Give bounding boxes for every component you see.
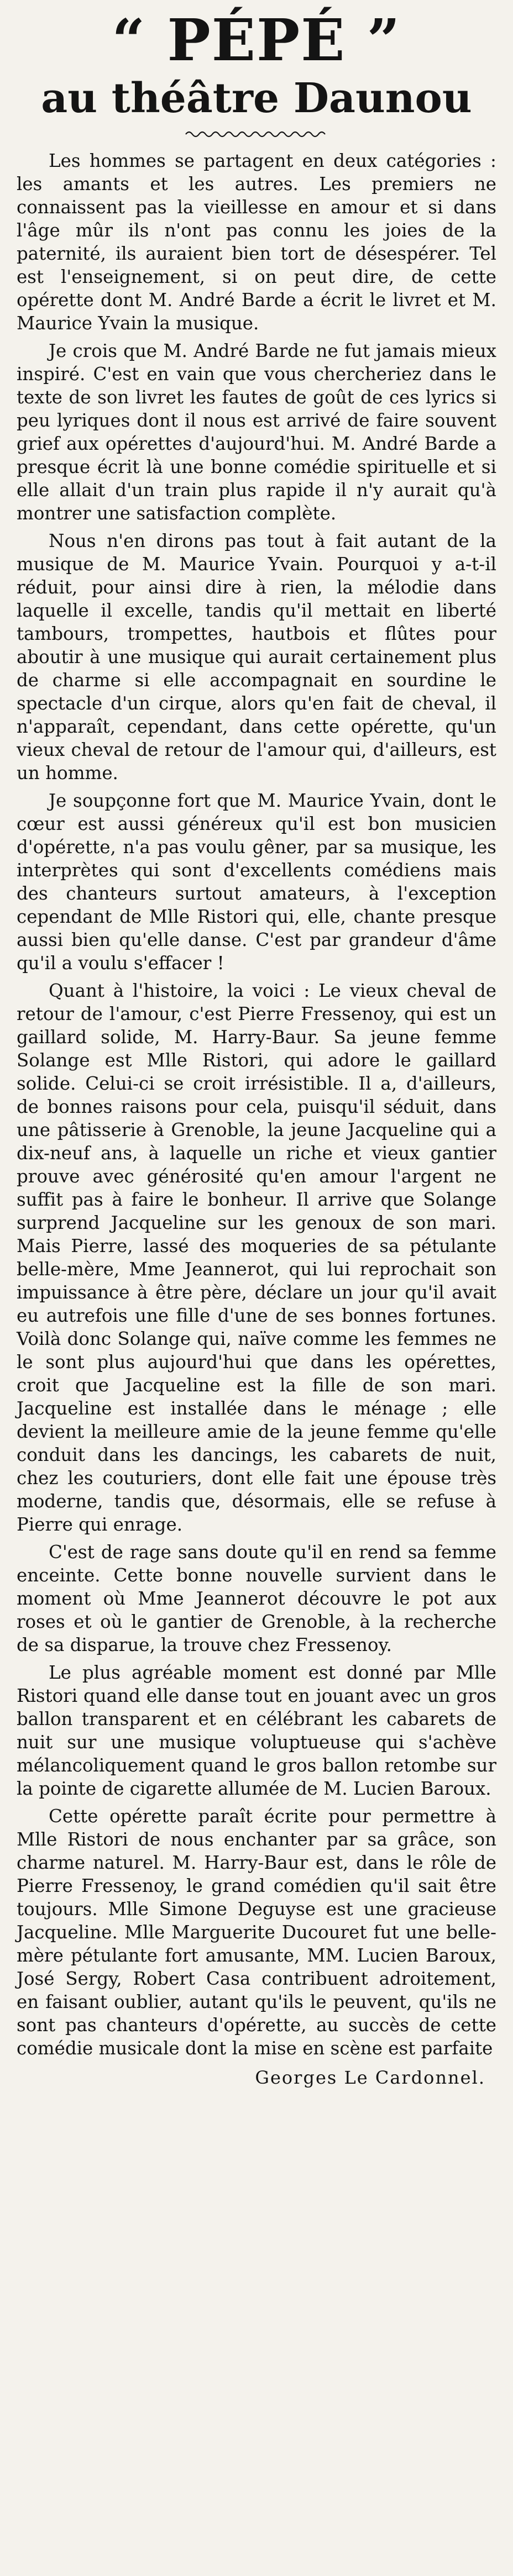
wavy-divider-ornament	[185, 129, 328, 139]
article-body	[17, 149, 496, 2060]
article-title: “ PÉPÉ ”	[112, 6, 401, 74]
article-paragraph: Je crois que M. André Barde ne fut jamais mieux inspiré. C'est en vain que vous chercheriez dans le texte de son livret les fautes de goût de ces lyrics si peu lyriques dont il nous est arrivé de faire souvent grief aux opérettes d'aujourd'hui. M. André Barde a presque écrit là une bonne comédie spirituelle et si elle allait d'un train plus rapide il n'y aurait qu'à montrer une satisfaction complète.	[17, 340, 496, 524]
author-signature: Georges Le Cardonnel.	[255, 2067, 485, 2088]
article-paragraph: Le plus agréable moment est donné par Mlle Ristori quand elle danse tout en jouant avec un gros ballon transparent et en célébrant les cabarets de nuit sur une musique voluptueuse qui s'achève mélancoliquement quand le gros ballon retombe sur la pointe de cigarette allumée de M. Lucien Baroux.	[17, 1662, 496, 1799]
article-paragraph: Nous n'en dirons pas tout à fait autant de la musique de M. Maurice Yvain. Pourquoi y a-t-il réduit, pour ainsi dire à rien, la mélodie dans laquelle il excelle, tandis qu'il mettait en liberté tambours, trompettes, hautbois et flûtes pour aboutir à une musique qui aurait certainement plus de charme si elle accompagnait en sourdine le spectacle d'un cirque, alors qu'en fait de cheval, il n'apparaît, cependant, dans cette opérette, qu'un vieux cheval de retour de l'amour qui, d'ailleurs, est un homme.	[17, 530, 496, 784]
article-paragraph: Cette opérette paraît écrite pour permettre à Mlle Ristori de nous enchanter par sa grâce, son charme naturel. M. Harry-Baur est, dans le rôle de Pierre Fressenoy, le grand comédien qu'il sait être toujours. Mlle Simone Deguyse est une gracieuse Jacqueline. Mlle Marguerite Ducouret fut une belle-mère pétulante fort amusante, MM. Lucien Baroux, José Sergy, Robert Casa contribuent adroitement, en faisant oublier, autant qu'ils le peuvent, qu'ils ne sont pas chanteurs d'opérette, au succès de cette comédie musicale dont la mise en scène est parfaite	[17, 1806, 496, 2059]
article-paragraph: Je soupçonne fort que M. Maurice Yvain, dont le cœur est aussi généreux qu'il est bon musicien d'opérette, n'a pas voulu gêner, par sa musique, les interprètes qui sont d'excellents comédiens mais des chanteurs surtout amateurs, à l'exception cependant de Mlle Ristori qui, elle, chante presque aussi bien qu'elle danse. C'est par grandeur d'âme qu'il a voulu s'effacer !	[17, 790, 496, 974]
article-paragraph: Quant à l'histoire, la voici : Le vieux cheval de retour de l'amour, c'est Pierre Fressenoy, qui est un gaillard solide, M. Harry-Baur. Sa jeune femme Solange est Mlle Ristori, qui adore le gaillard solide. Celui-ci se croit irrésistible. Il a, d'ailleurs, de bonnes raisons pour cela, puisqu'il séduit, dans une pâtisserie à Grenoble, la jeune Jacqueline qui a dix-neuf ans, à laquelle un riche et vieux gantier prouve avec générosité qu'en amour l'argent ne suffit pas à faire le bonheur. Il arrive que Solange surprend Jacqueline sur les genoux de son mari. Mais Pierre, lassé des moqueries de sa pétulante belle-mère, Mme Jeannerot, qui lui reprochait son impuissance à être père, déclare un jour qu'il avait eu autrefois une fille d'une de ses bonnes fortunes. Voilà donc Solange qui, naïve comme les femmes ne le sont plus aujourd'hui que dans les opérettes, croit que Jacqueline est la fille de son mari. Jacqueline est installée dans le ménage ; elle devient la meilleure amie de la jeune femme qu'elle conduit dans les dancings, les cabarets de nuit, chez les couturiers, dont elle fait une épouse très moderne, tandis que, désormais, elle se refuse à Pierre qui enrage.	[17, 980, 496, 1535]
article-subtitle: au théâtre Daunou	[41, 75, 472, 122]
article-paragraph: C'est de rage sans doute qu'il en rend sa femme enceinte. Cette bonne nouvelle survient dans le moment où Mme Jeannerot découvre le pot aux roses et où le gantier de Grenoble, à la recherche de sa disparue, la trouve chez Fressenoy.	[17, 1542, 496, 1655]
article-paragraph: Les hommes se partagent en deux catégories : les amants et les autres. Les premiers ne connaissent pas la vieillesse en amour et si dans l'âge mûr ils n'ont pas connu les joies de la paternité, ils auraient bien tort de désespérer. Tel est l'enseignement, si on peut dire, de cette opérette dont M. André Barde a écrit le livret et M. Maurice Yvain la musique.	[17, 150, 496, 334]
